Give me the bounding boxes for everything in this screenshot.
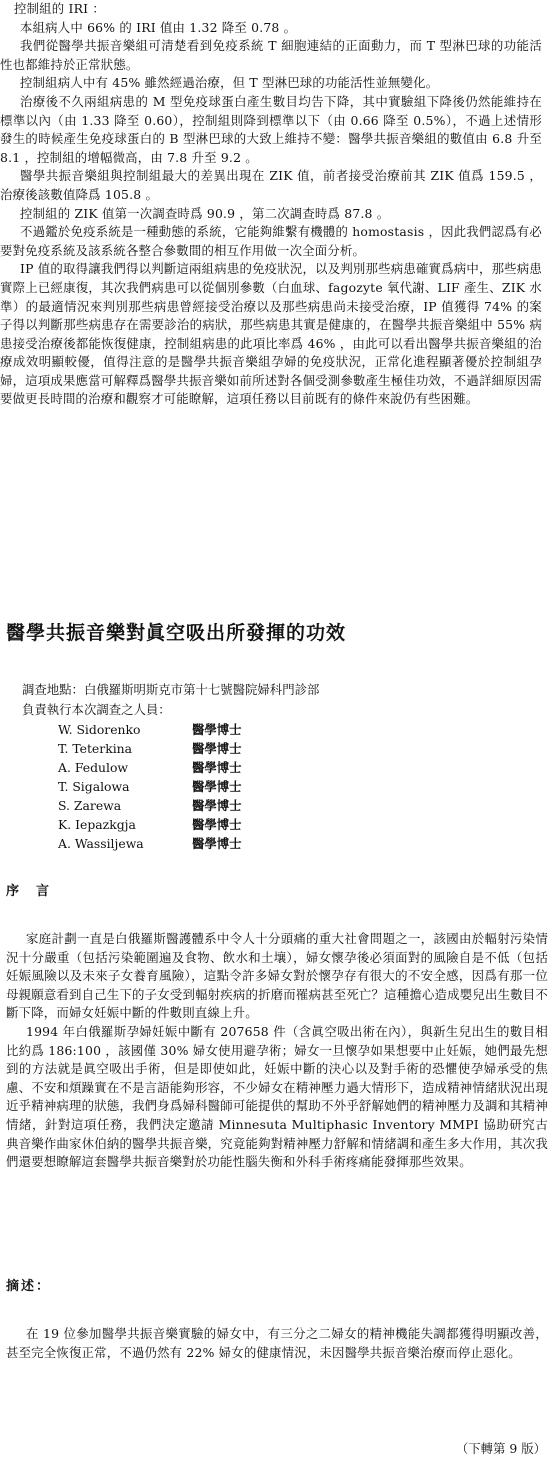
staff-title: 醫學博士: [192, 760, 242, 775]
paragraph: 控制組病人中有 45% 雖然經過治療，但 T 型淋巴球的功能活性並無變化。: [20, 75, 439, 91]
article-title: 醫學共振音樂對眞空吸出所發揮的功效: [6, 622, 347, 644]
preface-body: [6, 930, 548, 1172]
staff-row: [58, 834, 242, 853]
staff-heading: 負責執行本次調查之人員：: [22, 701, 171, 717]
staff-row: [58, 815, 242, 834]
staff-title: 醫學博士: [192, 836, 242, 851]
paragraph: 1994 年白俄羅斯孕婦妊娠中斷有 207658 件（含眞空吸出術在內），與新生兒出生的數目相比約爲 186:100 ，該國僅 30% 婦女使用避孕術；婦女一旦懷孕如果想要中止妊娠，她們最先想到的方法就是眞空吸出手術，但是即使如此，妊娠中斷的決心以及對手術的恐懼使孕婦承受的焦慮、不安和煩躁實在不是言語能夠形容，不少婦女在精神壓力過大情形下，造成精神情緒狀況出現近乎精神病理的狀態，我們身爲婦科醫師可能提供的幫助不外乎舒解她們的精神壓力及調和其精神情緒，針對這項任務，我們決定邀請 Minnesuta Multiphasic Inventory MMPI 協助研究古典音樂作曲家休伯納的醫學共振音樂，究竟能夠對精神壓力舒解和情緒調和產生多大作用，其次我們還要想瞭解這套醫學共振音樂對於功能性腦失衡和外科手術疼痛能發揮那些效果。: [6, 1023, 548, 1170]
summary-heading: 摘述：: [6, 1279, 52, 1294]
staff-name: A. Fedulow: [58, 760, 129, 775]
results-section: [0, 0, 542, 409]
staff-name: S. Zarewa: [58, 798, 122, 813]
paragraph: 我們從醫學共振音樂組可清楚看到免疫系統 T 細胞連結的正面動力，而 T 型淋巴球的功能活性也都維持於正常狀態。: [0, 38, 542, 72]
staff-title: 醫學博士: [192, 779, 242, 794]
staff-title: 醫學博士: [192, 741, 242, 756]
paragraph: 本組病人中 66% 的 IRI 值由 1.32 降至 0.78 。: [20, 19, 297, 35]
paragraph: 醫學共振音樂組與控制組最大的差異出現在 ZIK 值，前者接受治療前其 ZIK 值爲 159.5 ，治療後該數值降爲 105.8 。: [0, 168, 542, 202]
staff-title: 醫學博士: [192, 817, 242, 832]
continued-note: （下轉第 9 版）: [455, 1441, 546, 1456]
staff-name: T. Sigalowa: [58, 779, 130, 794]
staff-row: [58, 720, 242, 739]
staff-row: [58, 758, 242, 777]
paragraph: 不過鑑於免疫系統是一種動態的系統，它能夠維繫有機體的 homostasis ，因此我們認爲有必要對免疫系統及該系統各整合參數間的相互作用做一次全面分析。: [0, 224, 542, 258]
paragraph: 控制組的 ZIK 值第一次調查時爲 90.9 ，第二次調查時爲 87.8 。: [20, 205, 390, 221]
staff-name: K. Iepazkgja: [58, 817, 136, 832]
preface-heading: 序 言: [6, 884, 52, 899]
summary-body: [6, 1325, 548, 1362]
paragraph: 治療後不久兩組病患的 M 型免疫球蛋白產生數目均告下降，其中實驗組下降後仍然能維持在標準以內（由 1.33 降至 0.60），控制組則降到標準以下（由 0.66 降至 0.5%），不過上述情形發生的時候產生免疫球蛋白的 B 型淋巴球的大致上維持不變：醫學共振音樂組的數值由 6.8 升至 8.1 ，控制組的增幅微高，由 7.8 升至 9.2 。: [0, 93, 542, 165]
survey-location: 調查地點：白俄羅斯明斯克市第十七號醫院婦科門診部: [22, 682, 320, 697]
staff-name: A. Wassiljewa: [58, 836, 144, 851]
paragraph: 在 19 位參加醫學共振音樂實驗的婦女中，有三分之二婦女的精神機能失調都獲得明顯改善，甚至完全恢復正常，不過仍然有 22% 婦女的健康情況，未因醫學共振音樂治療而停止惡化。: [6, 1326, 548, 1360]
staff-row: [58, 777, 242, 796]
paragraph: 家庭計劃一直是白俄羅斯醫護體系中令人十分頭痛的重大社會問題之一，該國由於輻射污染情況十分嚴重（包括污染範圍遍及食物、飲水和土壤），婦女懷孕後必須面對的風險自是不低（包括妊娠風險以及未來子女養育風險），這點令許多婦女對於懷孕存有很大的不安全感，因爲有那一位母親願意看到自己生下的子女受到輻射疾病的折磨而罹病甚至死亡？這種擔心造成嬰兒出生數目不斷下降，而婦女妊娠中斷的件數則直線上升。: [6, 931, 548, 1021]
staff-row: [58, 796, 242, 815]
staff-title: 醫學博士: [192, 722, 242, 737]
staff-name: W. Sidorenko: [58, 722, 141, 737]
staff-row: [58, 739, 242, 758]
staff-list: [58, 720, 242, 853]
paragraph: IP 值的取得讓我們得以判斷這兩組病患的免疫狀況，以及判別那些病患確實爲病中，那些病患實際上已經康復，其次我們病患可以從個別參數（白血球、fagozyte 氧代謝、LIF 產生、ZIK 水準）的最適情況來判別那些病患曾經接受治療以及那些病患尚未接受治療，IP 值獲得 74% 的案子得以判斷那些病患存在需要診治的病狀，那些病患其實是健康的，在醫學共振音樂組中 55% 病患接受治療後都能恢復健康，控制組病患的此項比率爲 46% ，由此可以看出醫學共振音樂組的治療成效明顯較優，值得注意的是醫學共振音樂組孕婦的免疫狀況，正常化進程顯著優於控制組孕婦，這項成果應當可解釋爲醫學共振音樂如前所述對各個受測參數產生極佳功效，不過詳細原因需要做更長時間的治療和觀察才可能瞭解，這項任務以目前既有的條件來說仍有些困難。: [0, 261, 542, 407]
staff-title: 醫學博士: [192, 798, 242, 813]
control-iri-heading: 控制組的 IRI ：: [14, 1, 105, 16]
staff-name: T. Teterkina: [58, 741, 133, 756]
survey-info: [22, 680, 542, 719]
